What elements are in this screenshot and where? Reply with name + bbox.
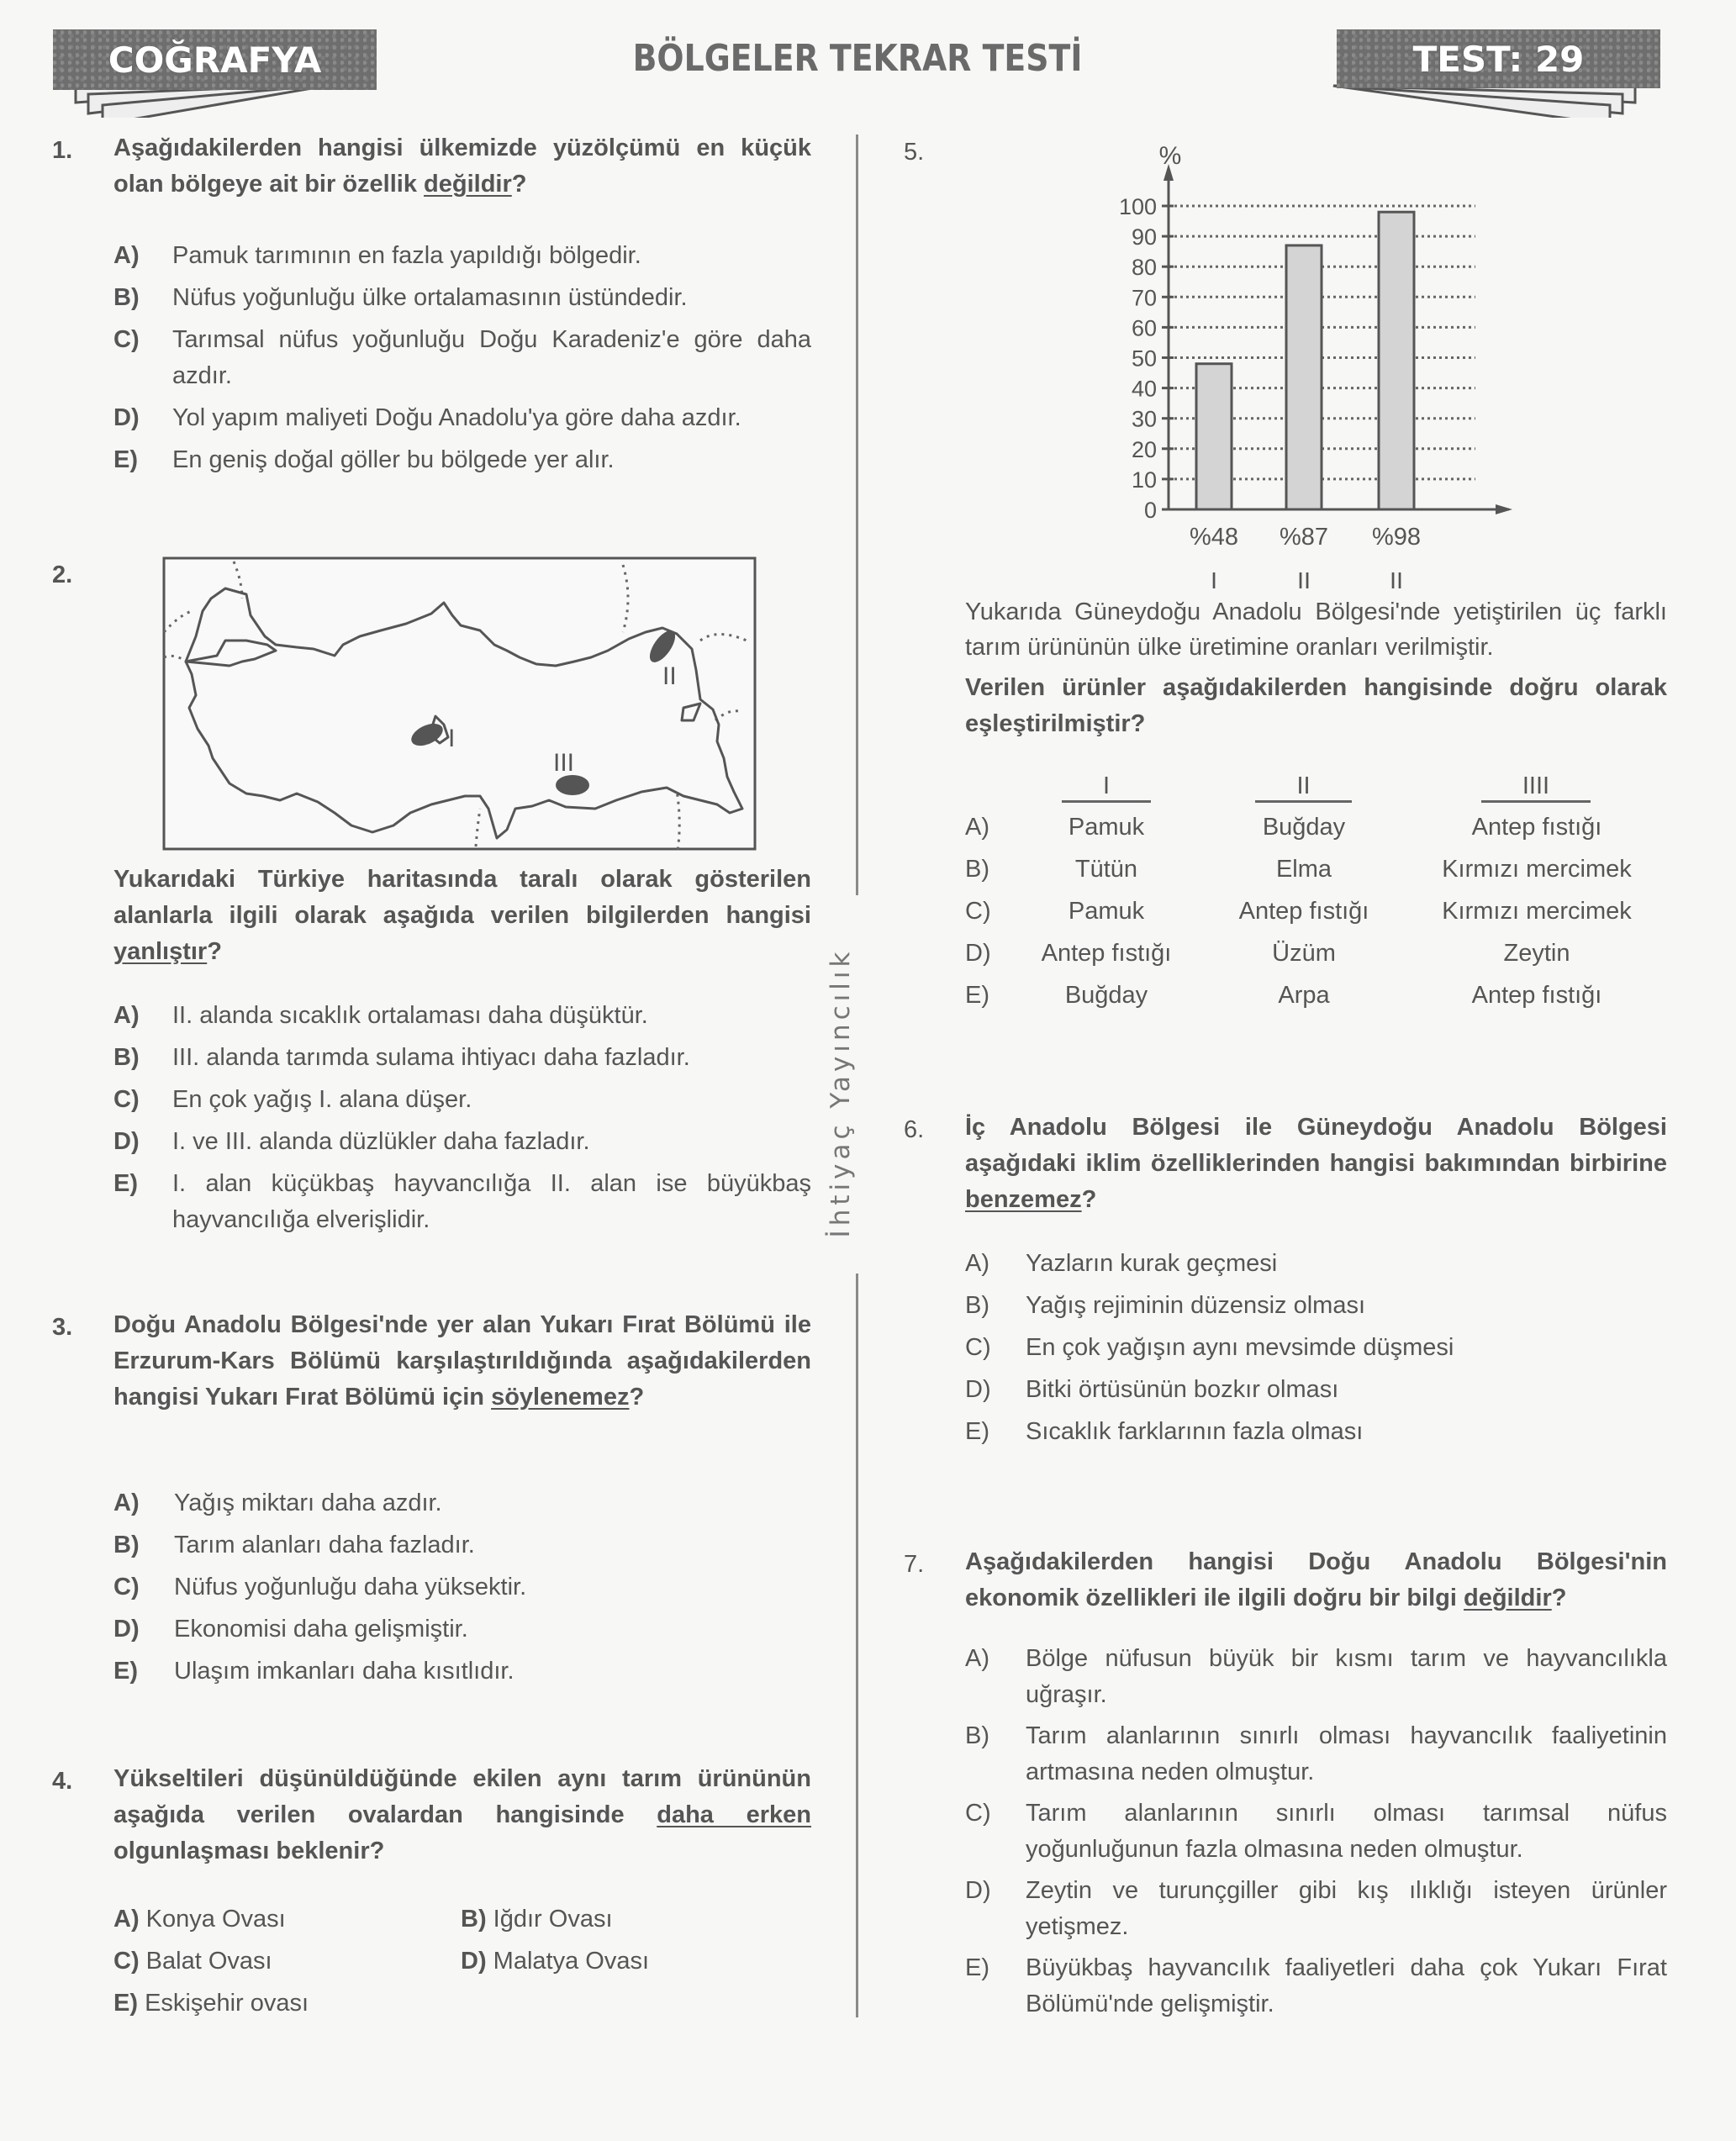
- turkey-map: [162, 556, 757, 851]
- stem-end: ?: [1081, 1186, 1097, 1213]
- question-3-stem: [113, 1307, 811, 1416]
- option-letter: D): [965, 940, 991, 967]
- option-text: Ekonomisi daha gelişmiştir.: [174, 1616, 468, 1643]
- stem-end: ?: [1551, 1585, 1567, 1611]
- bar-category-label: II: [1389, 568, 1404, 588]
- option-cell: Kırmızı mercimek: [1442, 898, 1632, 925]
- option-cell: Antep fıstığı: [1238, 898, 1369, 925]
- option-letter: A): [113, 242, 140, 269]
- question-6-number: 6.: [904, 1116, 925, 1143]
- option-text: En çok yağış I. alana düşer.: [172, 1086, 472, 1113]
- q3-option-e[interactable]: [113, 1653, 811, 1690]
- option-text: III. alanda tarımda sulama ihtiyacı daha fazladır.: [172, 1044, 690, 1071]
- stem-text: Doğu Anadolu Bölgesi'nde yer alan Yukarı Fırat Bölümü ile Erzurum-Kars Bölümü karşılaştırıldığında aşağıdakilerden hangisi Yukarı Fırat Bölümü için: [113, 1311, 811, 1411]
- y-tick-label: 10: [1131, 467, 1157, 493]
- option-text: Yağış rejiminin düzensiz olması: [1026, 1292, 1366, 1319]
- bar-data-label: %98: [1371, 524, 1422, 551]
- q7-option-e[interactable]: [965, 1950, 1667, 2022]
- q7-option-a[interactable]: [965, 1641, 1667, 1713]
- option-cell: Elma: [1275, 856, 1332, 883]
- option-letter: A): [113, 1002, 140, 1029]
- y-tick-label: 90: [1131, 224, 1157, 250]
- map-label-3: III: [553, 749, 575, 777]
- option-text: Malatya Ovası: [493, 1948, 650, 1975]
- option-cell: Buğday: [1262, 814, 1346, 841]
- option-letter: E): [113, 1990, 138, 2017]
- q2-option-e[interactable]: [113, 1166, 811, 1238]
- option-text: Yol yapım maliyeti Doğu Anadolu'ya göre daha azdır.: [172, 404, 741, 431]
- question-7-stem: [965, 1544, 1667, 1616]
- option-letter: C): [113, 1948, 140, 1975]
- q7-option-b[interactable]: [965, 1718, 1667, 1790]
- stem-end: olgunlaşması beklenir?: [113, 1838, 385, 1864]
- option-text: I. alan küçükbaş hayvancılığa II. alan ise büyükbaş hayvancılığa elverişlidir.: [172, 1170, 811, 1233]
- question-5-info: Yukarıda Güneydoğu Anadolu Bölgesi'nde yetiştirilen üç farklı tarım ürününün ülke üretimine oranları verilmiştir.: [965, 599, 1667, 661]
- map-label-2: II: [662, 662, 677, 690]
- option-text: Bitki örtüsünün bozkır olması: [1026, 1376, 1339, 1403]
- option-cell: Pamuk: [1068, 814, 1145, 841]
- y-axis-label: %: [1158, 142, 1182, 170]
- option-text: Büyükbaş hayvancılık faaliyetleri daha çok Yukarı Fırat Bölümü'nde gelişmiştir.: [1026, 1954, 1667, 2017]
- subject-label: COĞRAFYA: [108, 39, 322, 81]
- option-cell: Antep fıstığı: [1471, 814, 1602, 841]
- q6-option-b[interactable]: [965, 1288, 1667, 1324]
- map-label-1: I: [448, 725, 456, 752]
- option-letter: D): [461, 1948, 487, 1975]
- y-tick-label: 70: [1131, 285, 1157, 311]
- option-text: En geniş doğal göller bu bölgede yer alır.: [172, 446, 615, 473]
- stem-text: Yukarıdaki Türkiye haritasında taralı olarak gösterilen alanlarla ilgili olarak aşağıda verilen bilgilerden hangisi: [113, 866, 811, 929]
- option-text: Eskişehir ovası: [145, 1990, 309, 2017]
- option-text: Bölge nüfusun büyük bir kısmı tarım ve hayvancılıkla uğraşır.: [1026, 1645, 1667, 1708]
- stem-text: Aşağıdakilerden hangisi Doğu Anadolu Bölgesi'nin ekonomik özellikleri ile ilgili doğru bir bilgi: [965, 1548, 1667, 1611]
- y-tick-label: 50: [1131, 345, 1157, 372]
- option-letter: D): [113, 1616, 140, 1643]
- option-cell: Pamuk: [1068, 898, 1145, 925]
- question-2-stem: [113, 862, 811, 970]
- option-letter: D): [113, 1128, 140, 1155]
- option-letter: E): [965, 1418, 989, 1445]
- option-text: Nüfus yoğunluğu daha yüksektir.: [174, 1574, 527, 1600]
- q2-option-c[interactable]: [113, 1082, 811, 1118]
- q7-option-c[interactable]: [965, 1796, 1667, 1868]
- q3-option-a[interactable]: [113, 1485, 811, 1521]
- y-tick-label: 60: [1131, 315, 1157, 341]
- map-area-3: [556, 775, 589, 795]
- q2-option-b[interactable]: [113, 1040, 811, 1076]
- stem-end: ?: [207, 938, 222, 965]
- q3-option-b[interactable]: [113, 1527, 811, 1564]
- option-letter: C): [113, 326, 140, 353]
- option-letter: A): [965, 1250, 989, 1277]
- option-text: Yazların kurak geçmesi: [1026, 1250, 1278, 1277]
- option-letter: B): [461, 1906, 487, 1933]
- option-letter: B): [965, 856, 989, 883]
- q4-option-a[interactable]: [113, 1901, 286, 1938]
- table-header-1: I: [1062, 772, 1151, 803]
- option-letter: B): [113, 1532, 140, 1558]
- stem-emphasis: söylenemez: [491, 1384, 630, 1411]
- option-cell: Antep fıstığı: [1471, 982, 1602, 1009]
- option-text: I. ve III. alanda düzlükler daha fazladır.: [172, 1128, 590, 1155]
- option-text: Sıcaklık farklarının fazla olması: [1026, 1418, 1364, 1445]
- publisher-name: İhtiyaç Yayıncılık: [826, 947, 856, 1238]
- q1-option-e[interactable]: [113, 442, 811, 478]
- option-cell: Arpa: [1278, 982, 1330, 1009]
- option-letter: C): [113, 1574, 140, 1600]
- q3-option-c[interactable]: [113, 1569, 811, 1606]
- table-header-3: IIII: [1481, 772, 1591, 803]
- q6-option-a[interactable]: [965, 1246, 1667, 1282]
- stem-emphasis: değildir: [424, 171, 512, 198]
- option-text: Zeytin ve turunçgiller gibi kış ılıklığı isteyen ürünler yetişmez.: [1026, 1877, 1667, 1940]
- option-letter: C): [965, 898, 991, 925]
- option-cell: Buğday: [1064, 982, 1148, 1009]
- stem-emphasis: değildir: [1464, 1585, 1552, 1611]
- q1-option-c[interactable]: [113, 322, 811, 394]
- option-letter: B): [113, 1044, 140, 1071]
- q6-option-c[interactable]: [965, 1330, 1667, 1366]
- question-4-number: 4.: [52, 1768, 73, 1795]
- column-divider-top: [856, 134, 858, 895]
- option-letter: B): [965, 1292, 989, 1319]
- option-text: Tarım alanları daha fazladır.: [174, 1532, 475, 1558]
- y-tick-label: 30: [1131, 406, 1157, 432]
- bar-category-label: II: [1296, 568, 1311, 588]
- option-letter: A): [113, 1490, 140, 1516]
- option-letter: D): [965, 1877, 991, 1904]
- option-letter: E): [113, 446, 138, 473]
- option-text: II. alanda sıcaklık ortalaması daha düşüktür.: [172, 1002, 648, 1029]
- q3-option-d[interactable]: [113, 1611, 811, 1648]
- option-cell: Zeytin: [1503, 940, 1570, 967]
- subject-banner: [53, 29, 377, 90]
- option-text: Tarımsal nüfus yoğunluğu Doğu Karadeniz'e göre daha azdır.: [172, 326, 811, 389]
- question-1-number: 1.: [52, 137, 73, 164]
- y-tick-label: 100: [1118, 194, 1157, 219]
- option-cell: Kırmızı mercimek: [1442, 856, 1632, 883]
- q4-option-e[interactable]: [113, 1985, 309, 2022]
- bar-data-label: %87: [1279, 524, 1329, 551]
- x-axis-arrow-icon: [1496, 504, 1512, 514]
- stem-end: ?: [511, 171, 527, 198]
- bar-chart: [1093, 134, 1530, 588]
- stem-end: ?: [629, 1384, 645, 1411]
- q2-option-d[interactable]: [113, 1124, 811, 1160]
- stem-text: Yükseltileri düşünüldüğünde ekilen aynı tarım ürününün aşağıda verilen ovalardan hangisinde: [113, 1765, 811, 1828]
- q6-option-d[interactable]: [965, 1372, 1667, 1408]
- question-5-number: 5.: [904, 139, 925, 166]
- question-7-number: 7.: [904, 1551, 925, 1578]
- option-text: Pamuk tarımının en fazla yapıldığı bölgedir.: [172, 242, 641, 269]
- q4-option-b[interactable]: [461, 1901, 613, 1938]
- y-tick-label: 40: [1131, 376, 1157, 402]
- stem-emphasis: yanlıştır: [113, 938, 208, 965]
- bar-2: [1286, 245, 1322, 509]
- q2-option-a[interactable]: [113, 998, 811, 1034]
- option-letter: C): [113, 1086, 140, 1113]
- option-text: Balat Ovası: [145, 1948, 272, 1975]
- option-letter: E): [113, 1170, 138, 1197]
- option-letter: E): [113, 1658, 138, 1685]
- option-letter: C): [965, 1800, 991, 1827]
- q1-option-d[interactable]: [113, 400, 811, 436]
- question-5-stem: Verilen ürünler aşağıdakilerden hangisinde doğru olarak eşleştirilmiştir?: [965, 674, 1667, 737]
- q4-option-d[interactable]: [461, 1943, 649, 1980]
- stem-text: Aşağıdakilerden hangisi ülkemizde yüzölçümü en küçük olan bölgeye ait bir özellik: [113, 134, 811, 198]
- bar-3: [1379, 212, 1414, 509]
- option-text: Yağış miktarı daha azdır.: [174, 1490, 442, 1516]
- question-4-stem: [113, 1761, 811, 1869]
- option-letter: A): [965, 814, 989, 841]
- q1-option-a[interactable]: [113, 238, 811, 274]
- option-text: Tarım alanlarının sınırlı olması hayvancılık faaliyetinin artmasına neden olmuştur.: [1026, 1722, 1667, 1785]
- question-6-stem: [965, 1110, 1667, 1218]
- option-letter: D): [965, 1376, 991, 1403]
- option-cell: Üzüm: [1272, 940, 1336, 967]
- stem-emphasis: benzemez: [965, 1186, 1082, 1213]
- option-letter: D): [113, 404, 140, 431]
- option-text: Konya Ovası: [145, 1906, 286, 1933]
- q6-option-e[interactable]: [965, 1414, 1667, 1450]
- option-text: Nüfus yoğunluğu ülke ortalamasının üstündedir.: [172, 284, 688, 311]
- option-cell: Antep fıstığı: [1041, 940, 1172, 967]
- test-number-label: TEST: 29: [1412, 38, 1585, 80]
- option-text: Ulaşım imkanları daha kısıtlıdır.: [174, 1658, 514, 1685]
- q1-option-b[interactable]: [113, 280, 811, 316]
- option-text: Iğdır Ovası: [493, 1906, 613, 1933]
- y-tick-label: 80: [1131, 255, 1157, 281]
- bar-data-label: %48: [1189, 524, 1239, 551]
- stem-text: İç Anadolu Bölgesi ile Güneydoğu Anadolu Bölgesi aşağıdaki iklim özelliklerinden hangisi bakımından birbirine: [965, 1114, 1667, 1177]
- option-cell: Tütün: [1074, 856, 1138, 883]
- question-1-stem: [113, 130, 811, 203]
- y-tick-label: 0: [1143, 498, 1157, 523]
- question-2-number: 2.: [52, 562, 73, 588]
- option-letter: C): [965, 1334, 991, 1361]
- table-header-2: II: [1255, 772, 1352, 803]
- option-letter: A): [113, 1906, 140, 1933]
- bar-1: [1196, 364, 1232, 509]
- page-title: BÖLGELER TEKRAR TESTİ: [632, 37, 1083, 80]
- stem-emphasis: daha erken: [657, 1801, 811, 1828]
- question-3-number: 3.: [52, 1314, 73, 1341]
- option-text: Tarım alanlarının sınırlı olması tarımsal nüfus yoğunluğunun fazla olmasına neden olmuştur.: [1026, 1800, 1667, 1863]
- bar-category-label: I: [1210, 568, 1218, 588]
- option-letter: E): [965, 982, 989, 1009]
- option-letter: E): [965, 1954, 989, 1981]
- option-letter: B): [965, 1722, 989, 1749]
- option-letter: B): [113, 284, 140, 311]
- q4-option-c[interactable]: [113, 1943, 272, 1980]
- column-divider-bottom: [856, 1274, 858, 2017]
- y-tick-label: 20: [1131, 436, 1157, 462]
- q7-option-d[interactable]: [965, 1873, 1667, 1945]
- option-text: En çok yağışın aynı mevsimde düşmesi: [1026, 1334, 1454, 1361]
- test-number-banner: [1337, 29, 1660, 88]
- option-letter: A): [965, 1645, 989, 1672]
